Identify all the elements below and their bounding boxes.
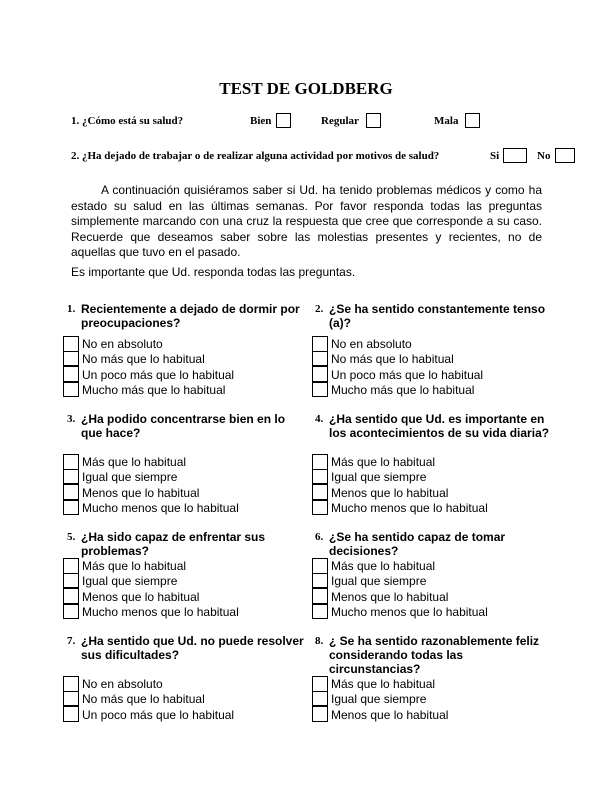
answer-checkbox[interactable]: [312, 382, 328, 398]
answer-option[interactable]: [63, 574, 239, 590]
answer-checkbox[interactable]: [63, 484, 79, 500]
answer-checkbox[interactable]: [63, 558, 79, 574]
answer-label: Menos que lo habitual: [331, 707, 449, 722]
answer-option[interactable]: [312, 558, 488, 574]
question-number: 5.: [67, 531, 76, 543]
answer-checkbox[interactable]: [63, 588, 79, 604]
answer-label: Menos que lo habitual: [331, 485, 449, 500]
answer-option[interactable]: [63, 605, 239, 621]
answer-label: Menos que lo habitual: [331, 589, 449, 604]
option-label: Si: [490, 150, 500, 162]
answer-checkbox[interactable]: [63, 351, 79, 367]
answer-checkbox[interactable]: [63, 366, 79, 382]
answer-checkbox[interactable]: [63, 336, 79, 352]
question-2-options: [312, 336, 483, 398]
question-text: ¿Ha podido concentrarse bien en lo que hace?: [81, 412, 286, 440]
question-heading: [67, 530, 307, 558]
header-question-1-label: 1. ¿Cómo está su salud?: [71, 115, 184, 127]
question-number: 8.: [315, 635, 324, 647]
important-note: Es importante que Ud. responda todas las preguntas.: [71, 265, 356, 279]
header-question-2-label: 2. ¿Ha dejado de trabajar o de realizar alguna actividad por motivos de salud?: [71, 150, 440, 162]
question-7-options: [63, 676, 234, 723]
question-1-options: [63, 336, 234, 398]
question-6-options: [312, 558, 488, 620]
answer-option[interactable]: [312, 605, 488, 621]
answer-option[interactable]: [63, 501, 239, 517]
answer-label: Menos que lo habitual: [82, 589, 200, 604]
answer-label: Más que lo habitual: [331, 558, 436, 573]
answer-option[interactable]: [312, 589, 488, 605]
answer-option[interactable]: [63, 485, 239, 501]
answer-option[interactable]: [312, 383, 483, 399]
question-text: ¿Ha sentido que Ud. no puede resolver sus dificultades?: [81, 634, 304, 662]
question-text: Recientemente a dejado de dormir por preocupaciones?: [81, 302, 300, 330]
answer-checkbox[interactable]: [312, 691, 328, 707]
question-text: ¿Ha sentido que Ud. es importante en los acontecimientos de su vida diaria?: [329, 412, 550, 440]
answer-label: Igual que siempre: [331, 574, 427, 589]
question-heading: [315, 412, 555, 440]
answer-label: Igual que siempre: [82, 470, 178, 485]
header-question-1-option-mala: [434, 115, 458, 127]
bien-checkbox[interactable]: [276, 113, 291, 128]
answer-label: Más que lo habitual: [82, 454, 187, 469]
option-label: No: [537, 150, 551, 162]
answer-checkbox[interactable]: [63, 676, 79, 692]
question-heading: [315, 302, 555, 330]
answer-option[interactable]: [63, 470, 239, 486]
answer-checkbox[interactable]: [63, 454, 79, 470]
answer-option[interactable]: [63, 692, 234, 708]
answer-label: Un poco más que lo habitual: [82, 707, 235, 722]
answer-checkbox[interactable]: [312, 588, 328, 604]
answer-option[interactable]: [312, 501, 488, 517]
question-5: [67, 530, 307, 558]
question-text: ¿Se ha sentido constantemente tenso (a)?: [329, 302, 546, 330]
answer-label: Menos que lo habitual: [82, 485, 200, 500]
answer-checkbox[interactable]: [63, 691, 79, 707]
answer-checkbox[interactable]: [312, 454, 328, 470]
answer-option[interactable]: [312, 454, 488, 470]
answer-option[interactable]: [63, 367, 234, 383]
question-number: 6.: [315, 531, 324, 543]
answer-checkbox[interactable]: [63, 500, 79, 516]
answer-checkbox[interactable]: [312, 366, 328, 382]
answer-option[interactable]: [63, 352, 234, 368]
answer-checkbox[interactable]: [312, 706, 328, 722]
question-number: 3.: [67, 413, 76, 425]
answer-label: No más que lo habitual: [82, 352, 205, 367]
answer-checkbox[interactable]: [312, 604, 328, 620]
answer-checkbox[interactable]: [63, 706, 79, 722]
answer-label: Mucho más que lo habitual: [82, 383, 226, 398]
answer-option[interactable]: [312, 352, 483, 368]
question-8-options: [312, 676, 448, 723]
answer-option[interactable]: [312, 336, 483, 352]
answer-label: No en absoluto: [82, 336, 163, 351]
answer-label: Igual que siempre: [331, 470, 427, 485]
question-6: [315, 530, 555, 558]
answer-checkbox[interactable]: [312, 336, 328, 352]
answer-checkbox[interactable]: [312, 558, 328, 574]
question-3: [67, 412, 307, 440]
si-checkbox[interactable]: [503, 148, 527, 163]
answer-checkbox[interactable]: [312, 484, 328, 500]
question-1: [67, 302, 307, 330]
answer-label: Mucho menos que lo habitual: [82, 501, 239, 516]
answer-checkbox[interactable]: [312, 469, 328, 485]
question-heading: [67, 634, 307, 662]
answer-option[interactable]: [63, 383, 234, 399]
answer-checkbox[interactable]: [63, 604, 79, 620]
question-text: ¿Ha sido capaz de enfrentar sus problemas?: [81, 530, 266, 558]
question-8: [315, 634, 555, 676]
question-heading: [67, 412, 307, 440]
answer-checkbox[interactable]: [312, 676, 328, 692]
question-heading: [315, 634, 555, 676]
answer-option[interactable]: [63, 454, 239, 470]
question-number: 7.: [67, 635, 76, 647]
question-text: ¿Se ha sentido capaz de tomar decisiones?: [329, 530, 506, 558]
option-label: Regular: [321, 115, 359, 127]
answer-option[interactable]: [312, 367, 483, 383]
regular-checkbox[interactable]: [366, 113, 381, 128]
answer-option[interactable]: [312, 470, 488, 486]
answer-option[interactable]: [312, 692, 448, 708]
answer-label: Mucho menos que lo habitual: [82, 605, 239, 620]
answer-checkbox[interactable]: [312, 351, 328, 367]
question-heading: [67, 302, 307, 330]
mala-checkbox[interactable]: [465, 113, 480, 128]
question-heading: [315, 530, 555, 558]
answer-checkbox[interactable]: [63, 382, 79, 398]
answer-option[interactable]: [63, 707, 234, 723]
question-number: 1.: [67, 303, 76, 315]
answer-label: Igual que siempre: [82, 574, 178, 589]
answer-option[interactable]: [312, 574, 488, 590]
answer-option[interactable]: [312, 485, 488, 501]
question-text: ¿ Se ha sentido razonablemente feliz considerando todas las circunstancias?: [329, 634, 540, 676]
answer-label: Igual que siempre: [331, 692, 427, 707]
header-question-1-option-regular: [321, 115, 359, 127]
answer-checkbox[interactable]: [312, 573, 328, 589]
page-title: TEST DE GOLDBERG: [219, 79, 393, 98]
answer-option[interactable]: [63, 676, 234, 692]
option-label: Mala: [434, 115, 459, 127]
answer-option[interactable]: [63, 589, 239, 605]
question-3-options: [63, 454, 239, 516]
answer-checkbox[interactable]: [312, 500, 328, 516]
intro-paragraph: A continuación quisiéramos saber si Ud. ha tenido problemas médicos y como ha estado su salud en las últimas semanas. Por favor responda todas las preguntas simplemente marcando con una cruz la respuesta que cree que corresponde a su caso. Recuerde que deseamos saber sobre las molestias presentes y recientes, no de aquellas que tuvo en el pasado.: [71, 183, 542, 259]
question-4: [315, 412, 555, 440]
header-question-1-option-bien: [250, 115, 271, 127]
option-label: Bien: [250, 115, 272, 127]
question-number: 4.: [315, 413, 324, 425]
question-2: [315, 302, 555, 330]
header-question-2-option-no: [537, 150, 550, 162]
answer-label: Mucho menos que lo habitual: [331, 605, 488, 620]
question-number: 2.: [315, 303, 324, 315]
answer-option[interactable]: [63, 336, 234, 352]
answer-checkbox[interactable]: [63, 469, 79, 485]
answer-label: Un poco más que lo habitual: [82, 367, 235, 382]
answer-option[interactable]: [312, 676, 448, 692]
answer-label: No en absoluto: [331, 336, 412, 351]
intro-text: [71, 183, 542, 261]
no-checkbox[interactable]: [555, 148, 575, 163]
answer-label: Mucho más que lo habitual: [331, 383, 475, 398]
header-question-2-option-si: [490, 150, 499, 162]
answer-label: Mucho menos que lo habitual: [331, 501, 488, 516]
answer-label: No en absoluto: [82, 676, 163, 691]
question-7: [67, 634, 307, 662]
answer-label: No más que lo habitual: [331, 352, 454, 367]
answer-label: Más que lo habitual: [82, 558, 187, 573]
answer-label: Más que lo habitual: [331, 454, 436, 469]
answer-label: Un poco más que lo habitual: [331, 367, 484, 382]
answer-option[interactable]: [312, 707, 448, 723]
answer-label: No más que lo habitual: [82, 692, 205, 707]
question-4-options: [312, 454, 488, 516]
question-5-options: [63, 558, 239, 620]
answer-checkbox[interactable]: [63, 573, 79, 589]
answer-label: Más que lo habitual: [331, 676, 436, 691]
answer-option[interactable]: [63, 558, 239, 574]
